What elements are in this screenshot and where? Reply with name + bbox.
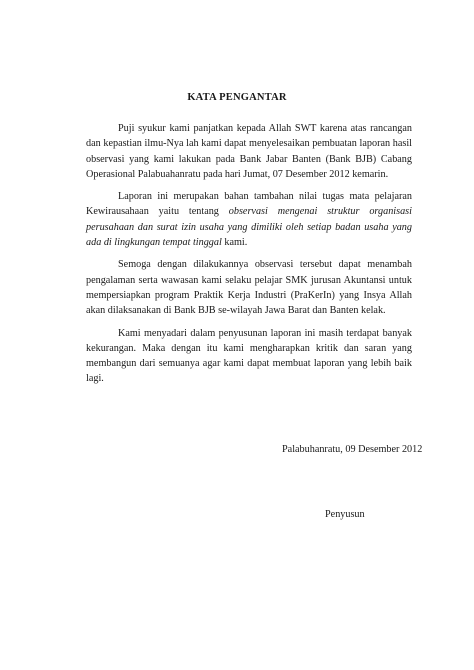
paragraph-2-text-before: Laporan ini merupakan bahan tambahan nilai tugas mata pelajaran Kewirausahaan yaitu tentang bbox=[86, 191, 412, 218]
place-and-date: Palabuhanratu, 09 Desember 2012 bbox=[282, 444, 423, 455]
paragraph-4: Kami menyadari dalam penyusunan laporan ini masih terdapat banyak kekurangan. Maka dengan itu kami mengharapkan kritik dan saran yang membangun dari semuanya agar kami dapat membuat laporan yang lebih baik lagi. bbox=[86, 327, 412, 385]
paragraph-2-text-after: kami. bbox=[221, 237, 248, 249]
page-title: KATA PENGANTAR bbox=[187, 92, 287, 103]
paragraph-2 bbox=[86, 189, 412, 250]
document-body bbox=[86, 121, 412, 394]
paragraph-2-italic-text: observasi mengenai struktur organisasi perusahaan dan surat izin usaha yang dimiliki oleh setiap badan usaha yang ada di lingkungan tempat tinggal bbox=[86, 206, 412, 249]
author-signature: Penyusun bbox=[325, 509, 365, 520]
paragraph-1: Puji syukur kami panjatkan kepada Allah SWT karena atas rancangan dan kepastian ilmu-Nya lah kami dapat menyelesaikan pembuatan laporan hasil observasi yang kami lakukan pada Bank Jabar Banten (Bank BJB) Cabang Operasional Palabuahanratu pada hari Jumat, 07 Desember 2012 kemarin. bbox=[86, 123, 412, 180]
paragraph-3: Semoga dengan dilakukannya observasi tersebut dapat menambah pengalaman serta wawasan kami selaku pelajar SMK jurusan Akuntansi untuk mempersiapkan program Praktik Kerja Industri (PraKerIn) yang Insya Allah akan dilaksanakan di Bank BJB se-wilayah Jawa Barat dan Banten kelak. bbox=[86, 259, 412, 317]
